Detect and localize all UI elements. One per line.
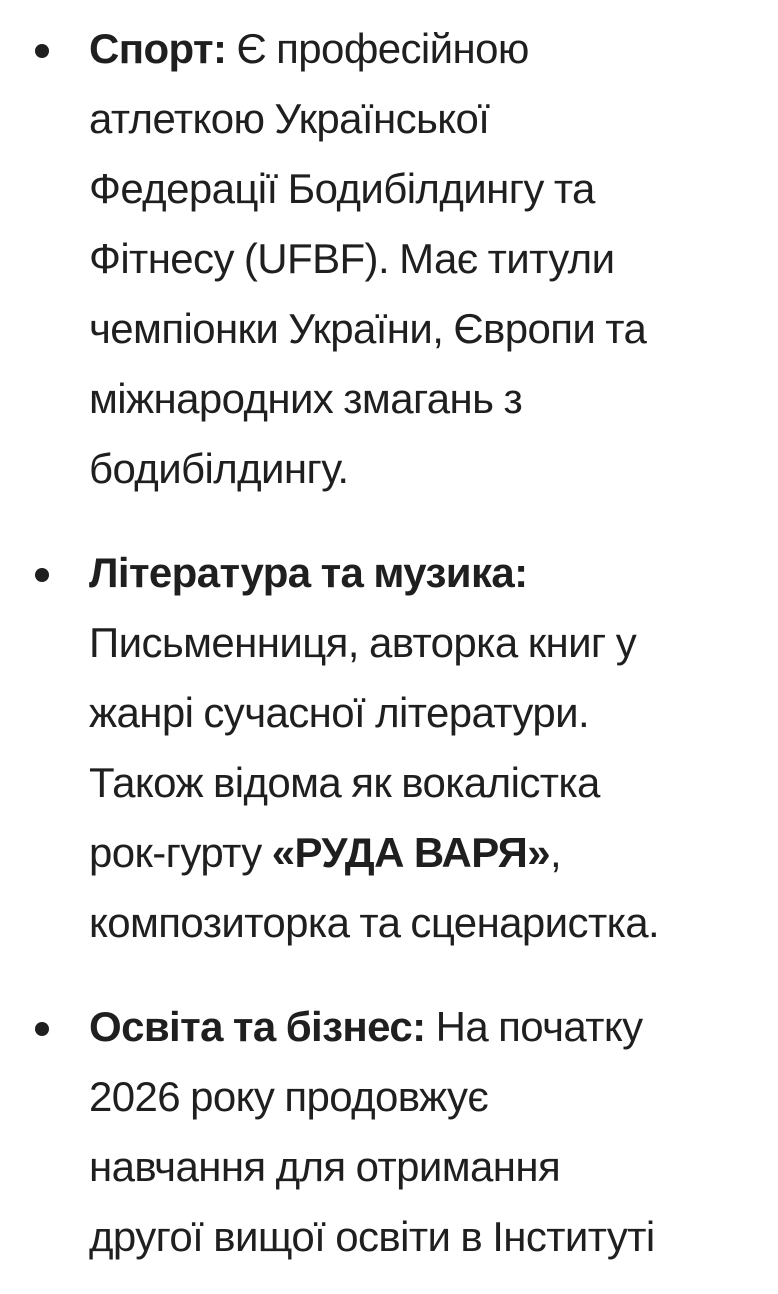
item-text: міжнародних змагань з (89, 375, 523, 422)
list-item-sport (0, 14, 778, 504)
item-heading: Освіта та бізнес: (89, 1003, 426, 1050)
item-text: Письменниця, авторка книг у (89, 619, 637, 666)
bullet-list (0, 14, 778, 1272)
item-text: жанрі сучасної літератури. (89, 689, 590, 736)
item-text: 2026 року продовжує (89, 1073, 489, 1120)
item-text: чемпіонки України, Європи та (89, 305, 647, 352)
item-text: Є професійною (236, 25, 529, 72)
response-content (0, 14, 778, 1294)
item-text: другої вищої освіти в Інституті (89, 1213, 655, 1260)
bullet-dot-icon (35, 568, 49, 582)
list-item-education-business (0, 992, 778, 1272)
item-text: Федерації Бодибілдингу та (89, 165, 595, 212)
item-text: навчання для отримання (89, 1143, 561, 1190)
item-text: Фітнесу (UFBF). Має титули (89, 235, 615, 282)
line (89, 14, 768, 84)
bullet-dot-icon (35, 1022, 49, 1036)
band-name: «РУДА ВАРЯ» (271, 829, 550, 876)
item-heading: Література та музика: (89, 549, 528, 596)
bullet-dot-icon (35, 44, 49, 58)
list-item-literature-music (0, 538, 778, 958)
item-text: На початку (425, 1003, 643, 1050)
line (89, 818, 768, 888)
item-heading: Спорт: (89, 25, 227, 72)
item-text: рок-гурту (89, 829, 272, 876)
item-text: , (549, 829, 562, 876)
item-text: бодибілдингу. (89, 445, 349, 492)
item-text: композиторка та сценаристка. (89, 899, 660, 946)
item-text: атлеткою Української (89, 95, 490, 142)
item-text: Також відома як вокалістка (89, 759, 600, 806)
line (89, 992, 768, 1062)
